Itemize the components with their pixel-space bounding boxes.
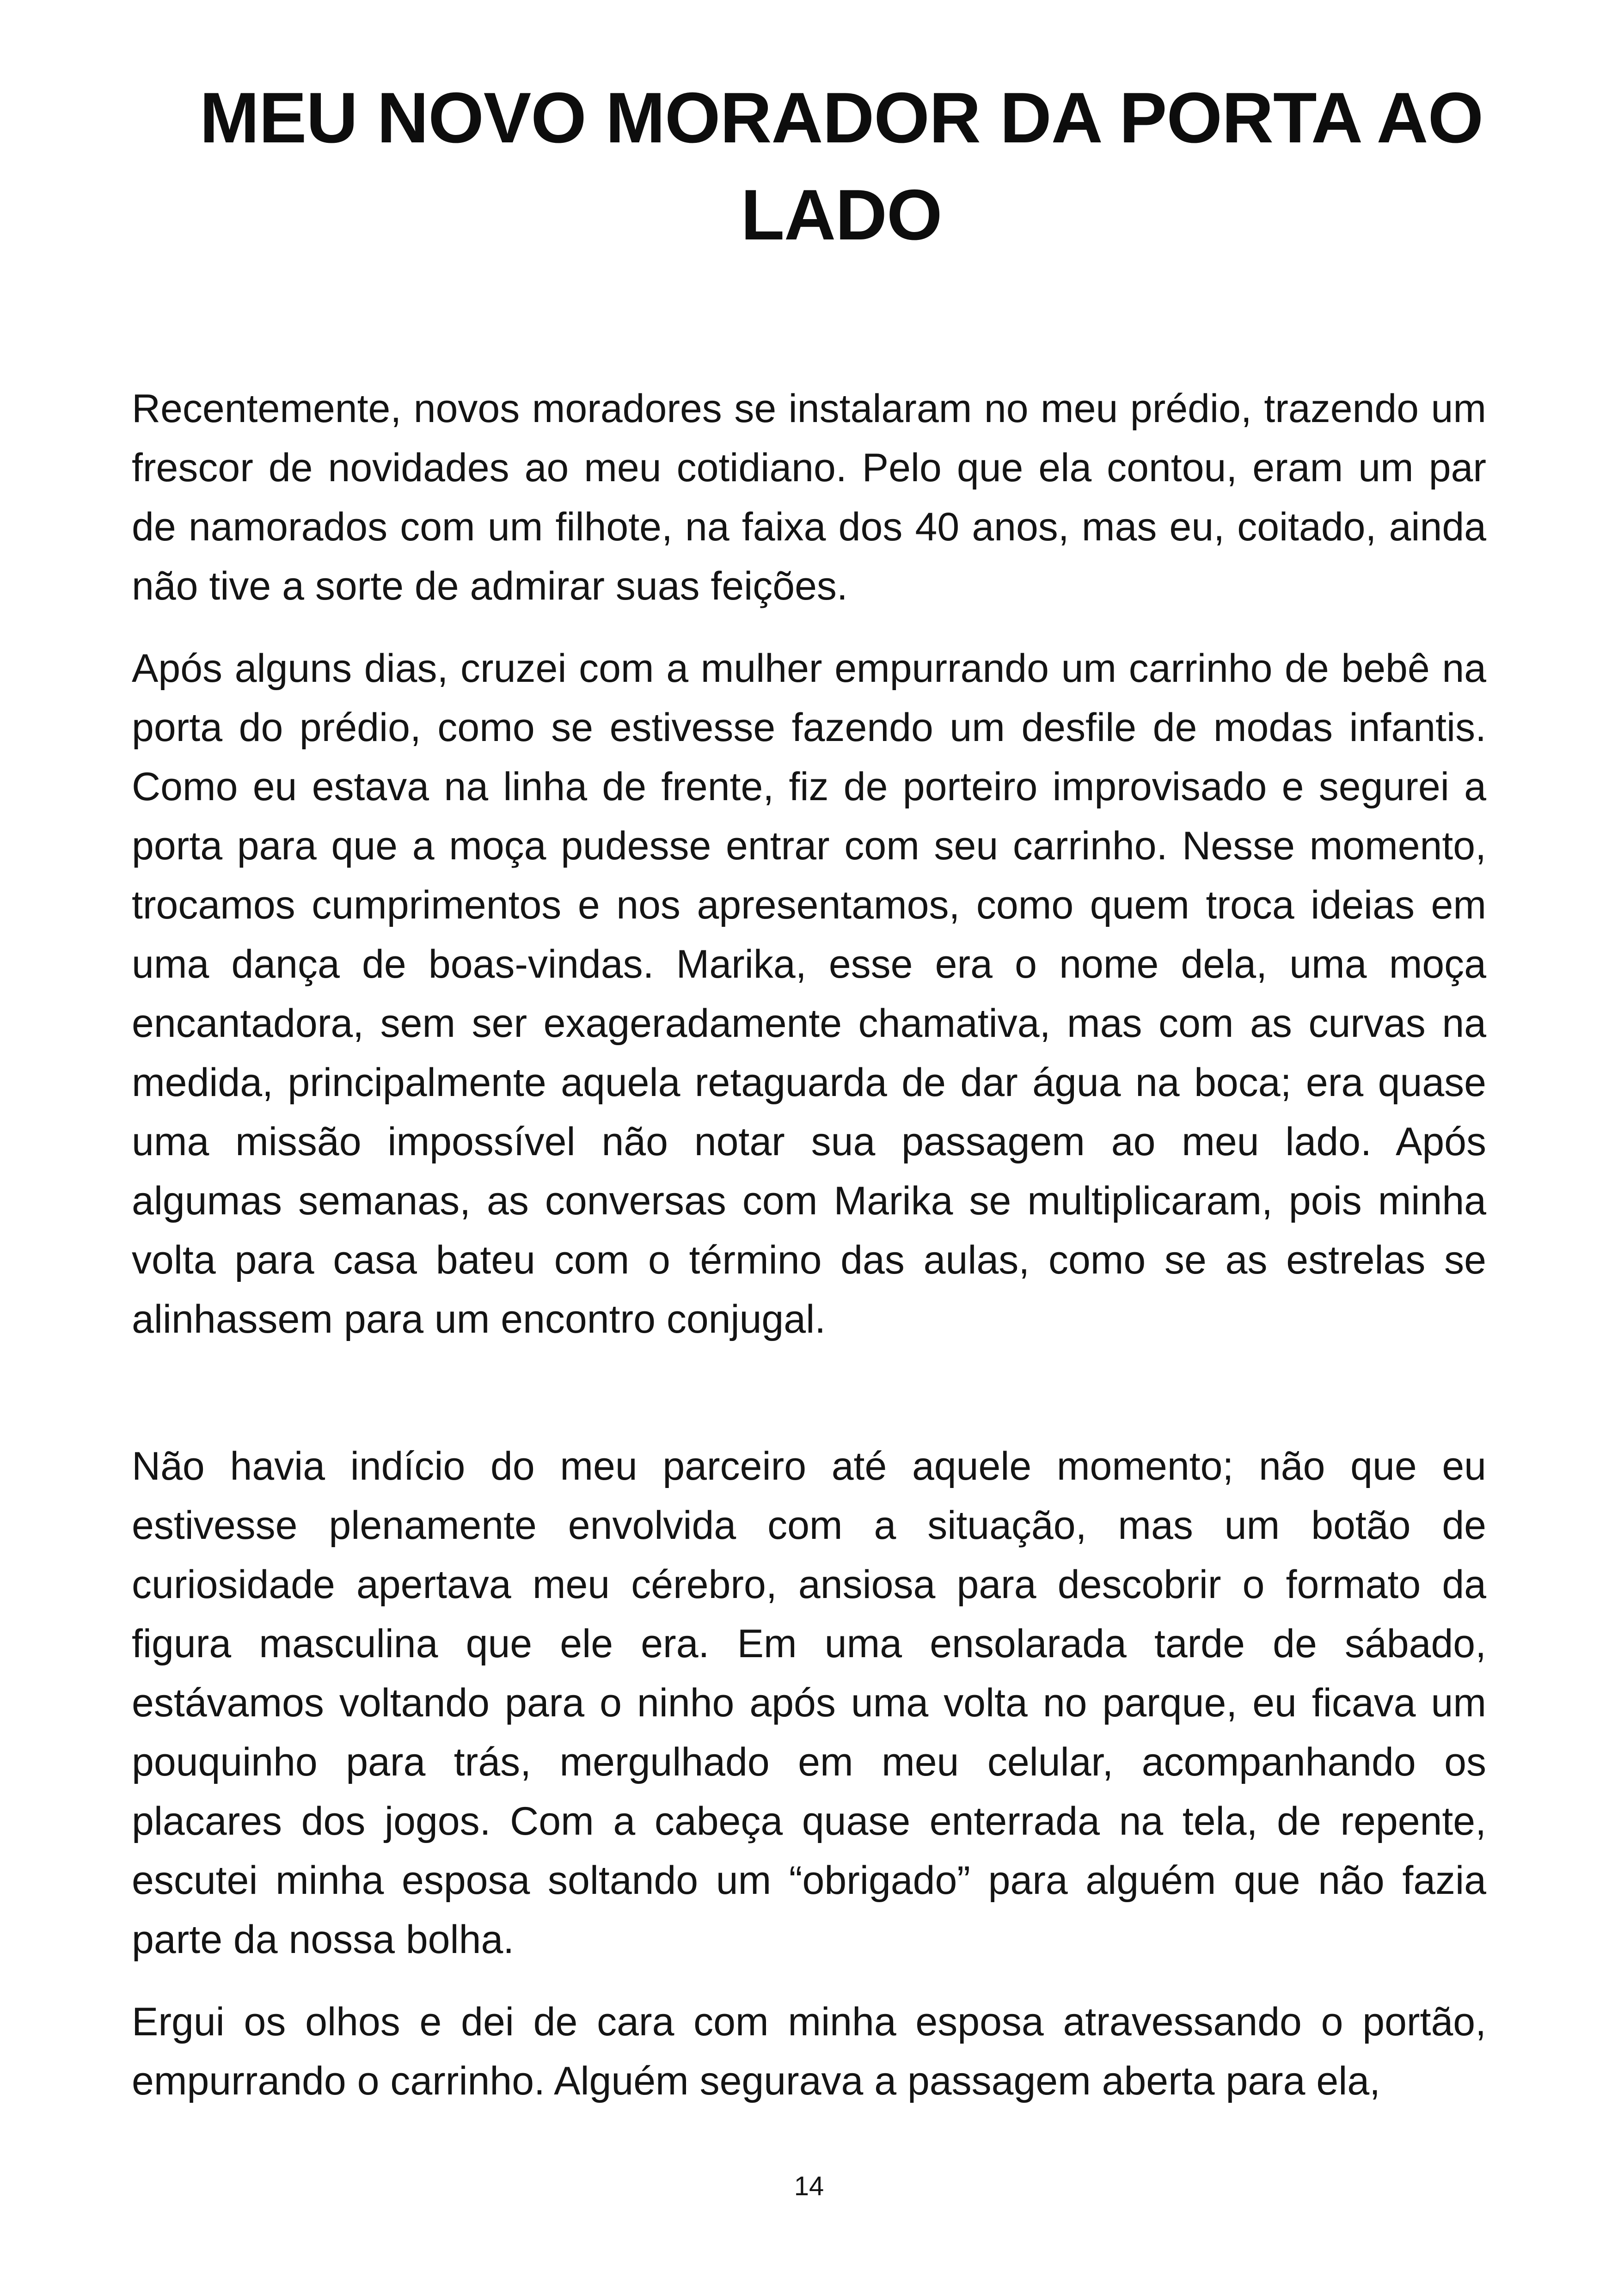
page-number: 14 (794, 2171, 824, 2201)
paragraph-2: Após alguns dias, cruzei com a mulher empurrando um carrinho de bebê na porta do prédio, como se estivesse fazendo um desfile de modas infantis. Como eu estava na linha de frente, fiz de porteiro improvisado e segurei a porta para que a moça pudesse entrar com seu carrinho. Nesse momento, trocamos cumprimentos e nos apresentamos, como quem troca ideias em uma dança de boas-vindas. Marika, esse era o nome dela, uma moça encantadora, sem ser exageradamente chamativa, mas com as curvas na medida, principalmente aquela retaguarda de dar água na boca; era quase uma missão impossível não notar sua passagem ao meu lado. Após algumas semanas, as conversas com Marika se multiplicaram, pois minha volta para casa bateu com o término das aulas, como se as estrelas se alinhassem para um encontro conjugal. (132, 646, 1486, 1341)
paragraph-1: Recentemente, novos moradores se instalaram no meu prédio, trazendo um frescor de novidades ao meu cotidiano. Pelo que ela contou, eram um par de namorados com um filhote, na faixa dos 40 anos, mas eu, coitado, ainda não tive a sorte de admirar suas feições. (132, 386, 1486, 608)
body-text (132, 379, 1486, 2134)
paragraph-4: Ergui os olhos e dei de cara com minha esposa atravessando o portão, empurrando o carrinho. Alguém segurava a passagem aberta para ela, (132, 2000, 1486, 2103)
page-title: MEU NOVO MORADOR DA PORTA AO LADO (199, 78, 1483, 255)
paragraph-3: Não havia indício do meu parceiro até aquele momento; não que eu estivesse plenamente envolvida com a situação, mas um botão de curiosidade apertava meu cérebro, ansiosa para descobrir o formato da figura masculina que ele era. Em uma ensolarada tarde de sábado, estávamos voltando para o ninho após uma volta no parque, eu ficava um pouquinho para trás, mergulhado em meu celular, acompanhando os placares dos jogos. Com a cabeça quase enterrada na tela, de repente, escutei minha esposa soltando um “obrigado” para alguém que não fazia parte da nossa bolha. (132, 1444, 1486, 1962)
